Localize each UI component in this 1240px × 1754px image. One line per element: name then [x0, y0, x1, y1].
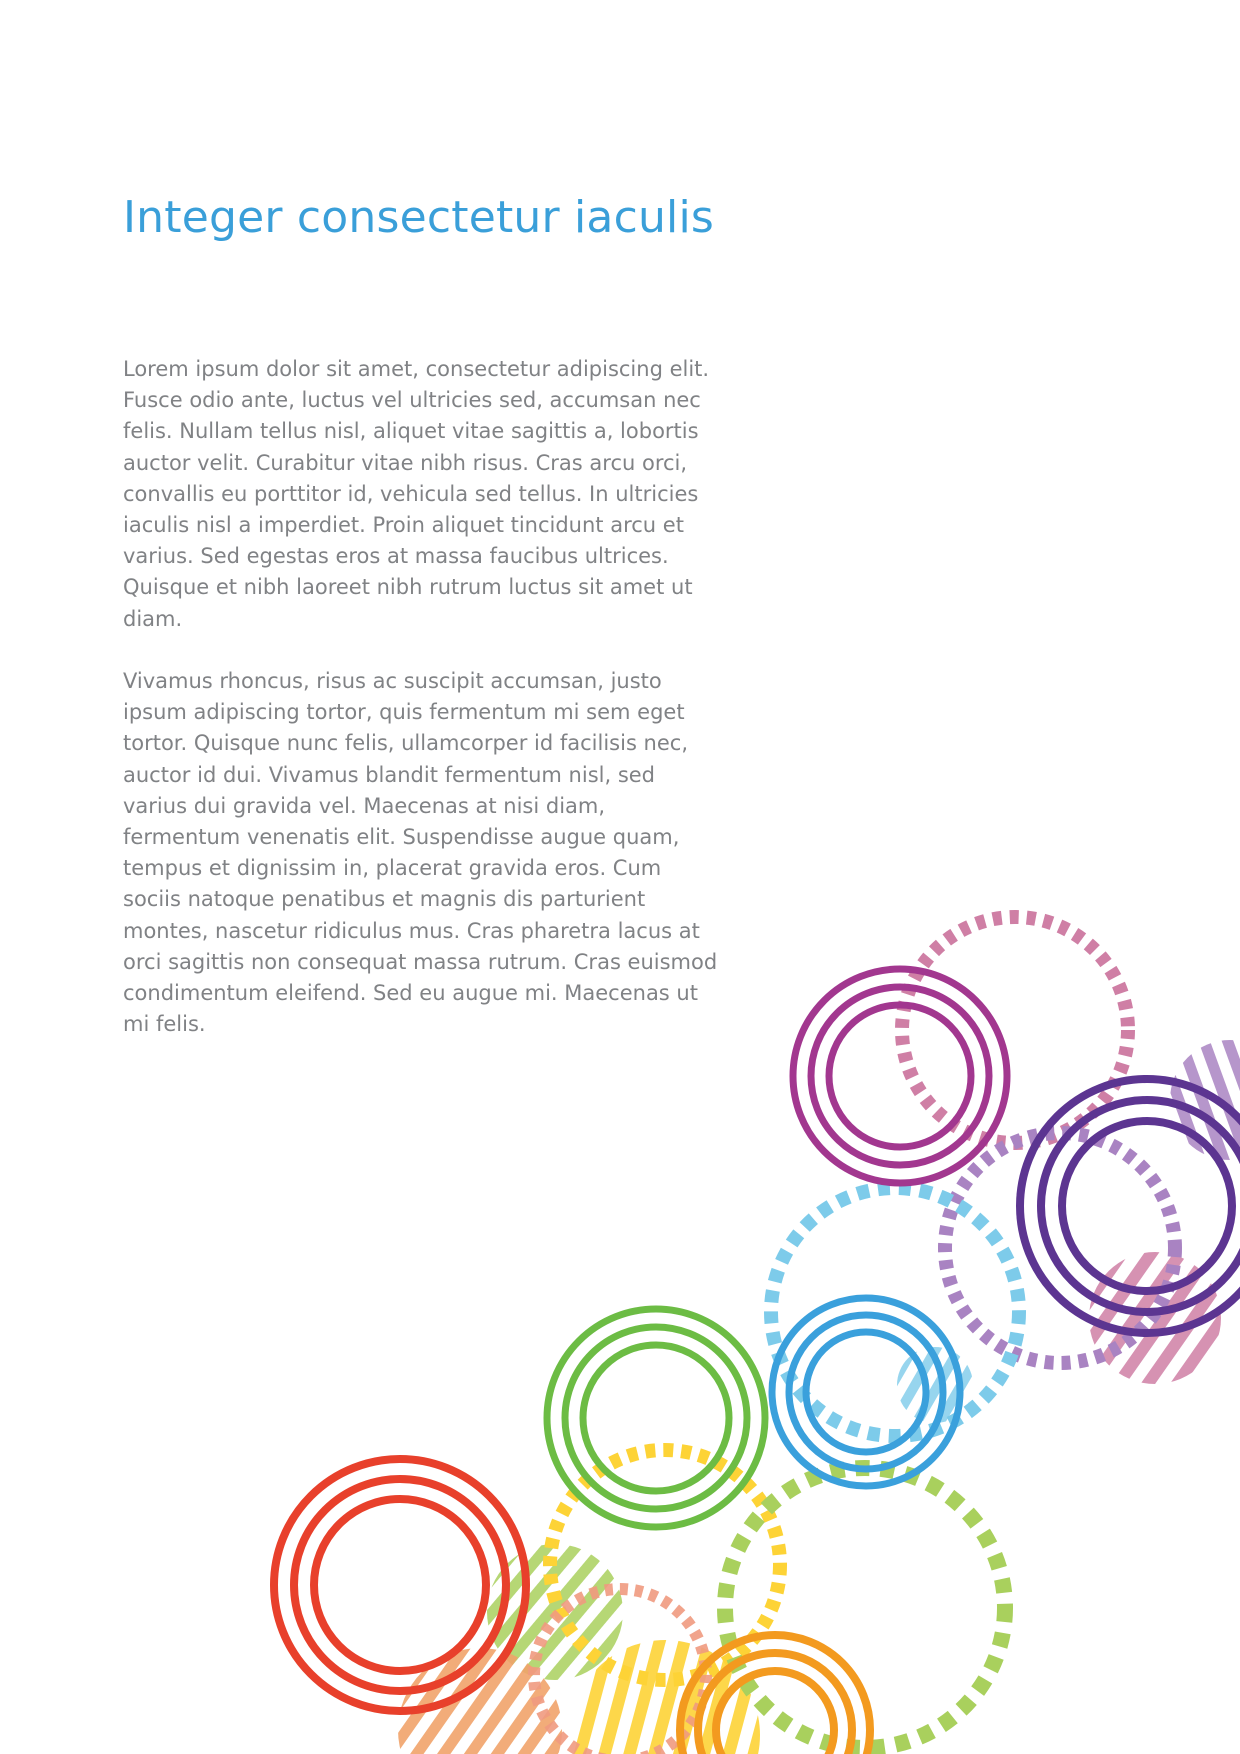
paragraph-1: Lorem ipsum dolor sit amet, consectetur adipiscing elit. Fusce odio ante, luctus vel ultricies sed, accumsan nec felis. Nullam tellus nisl, aliquet vitae sagittis a, lobortis auctor velit. Curabitur vitae nibh risus. Cras arcu orci, convallis eu porttitor id, vehicula sed tellus. In ultricies iaculis nisl a imperdiet. Proin aliquet tincidunt arcu et varius. Sed egestas eros at massa faucibus ultrices. Quisque et nibh laoreet nibh rutrum luctus sit amet ut diam.	[123, 357, 710, 631]
ring-group-green	[547, 1309, 765, 1527]
page-title: Integer consectetur iaculis	[123, 192, 715, 243]
paragraph-2: Vivamus rhoncus, risus ac suscipit accumsan, justo ipsum adipiscing tortor, quis fermentum mi sem eget tortor. Quisque nunc felis, ullamcorper id facilisis nec, auctor id dui. Vivamus blandit fermentum nisl, sed varius dui gravida vel. Maecenas at nisi diam, fermentum venenatis elit. Suspendisse augue quam, tempus et dignissim in, placerat gravida eros. Cum sociis natoque penatibus et magnis dis parturient montes, nascetur ridiculus mus. Cras pharetra lacus at orci sagittis non consequat massa rutrum. Cras euismod condimentum eleifend. Sed eu augue mi. Maecenas ut mi felis.	[123, 669, 718, 1037]
dashed-ring-lavender	[945, 1133, 1175, 1363]
dashed-ring-pink	[902, 917, 1128, 1143]
ring-group-red	[274, 1459, 526, 1711]
